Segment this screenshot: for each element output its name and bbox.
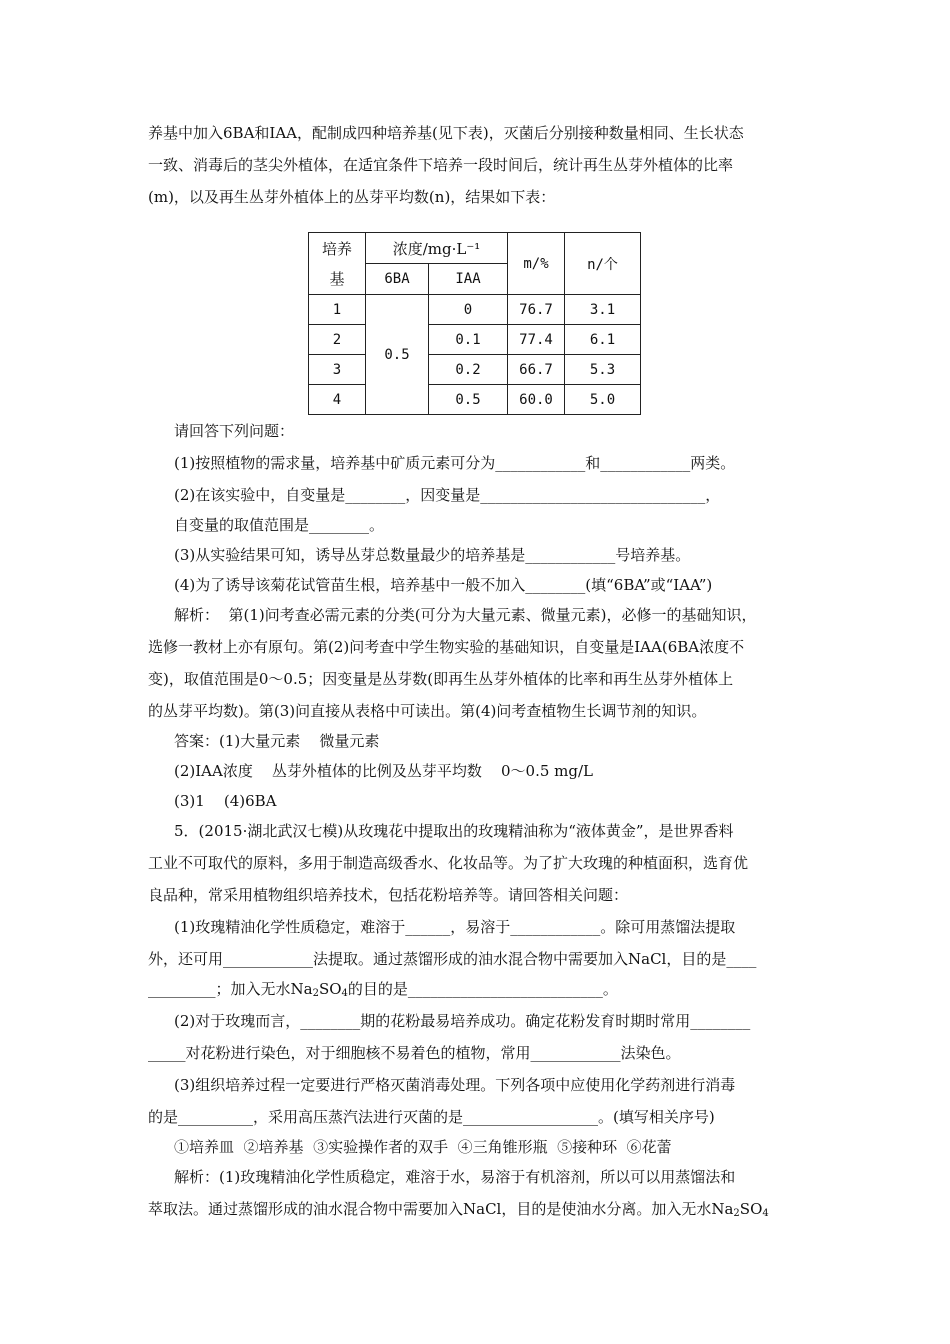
answer-line-3: (3)1 (4)6BA	[174, 792, 277, 810]
problem5-q2-line-2: _____对花粉进行染色，对于细胞核不易着色的植物，常用____________法染色。	[148, 1044, 681, 1062]
row-1-n: 3.1	[565, 295, 641, 325]
question-prompt: 请回答下列问题：	[174, 422, 295, 440]
intro-line-3: (m)，以及再生丛芽外植体上的丛芽平均数(n)，结果如下表：	[148, 188, 556, 206]
row-1-iaa: 0	[429, 295, 508, 325]
header-m: m/%	[508, 233, 565, 295]
explanation-line-4: 的丛芽平均数)。第(3)问直接从表格中可读出。第(4)问考查植物生长调节剂的知识。	[148, 702, 707, 720]
explanation-line-2: 选修一教材上亦有原句。第(2)问考查中学生物实验的基础知识，自变量是IAA(6BA浓度不	[148, 638, 745, 656]
problem5-q3-line-2: 的是__________，采用高压蒸汽法进行灭菌的是__________________。(填写相关序号)	[148, 1108, 715, 1126]
problem5-q1-line-2: 外，还可用____________法提取。通过蒸馏形成的油水混合物中需要加入NaCl，目的是____	[148, 950, 757, 968]
row-3-iaa: 0.2	[429, 355, 508, 385]
problem5-line-1: 5．(2015·湖北武汉七模)从玫瑰花中提取出的玫瑰精油称为“液体黄金”，是世界香料	[174, 822, 734, 840]
intro-line-1: 养基中加入6BA和IAA，配制成四种培养基(见下表)，灭菌后分别接种数量相同、生长状态	[148, 124, 744, 142]
row-4-id: 4	[309, 385, 366, 415]
row-4-m: 60.0	[508, 385, 565, 415]
header-6ba: 6BA	[366, 264, 429, 295]
problem5-q2-line-1: (2)对于玫瑰而言，________期的花粉最易培养成功。确定花粉发育时期时常用________	[174, 1012, 751, 1030]
problem5-line-2: 工业不可取代的原料，多用于制造高级香水、化妆品等。为了扩大玫瑰的种植面积，选育优	[148, 854, 749, 872]
question-2a: (2)在该实验中，自变量是________，因变量是______________________________，	[174, 486, 721, 504]
row-1-id: 1	[309, 295, 366, 325]
row-2-iaa: 0.1	[429, 325, 508, 355]
row-2-m: 77.4	[508, 325, 565, 355]
question-3: (3)从实验结果可知，诱导丛芽总数量最少的培养基是____________号培养基。	[174, 546, 691, 564]
header-concentration: 浓度/mg·L⁻¹	[366, 233, 508, 264]
answer-line-2: (2)IAA浓度 丛芽外植体的比例及丛芽平均数 0～0.5 mg/L	[174, 762, 593, 780]
problem5-explanation-line-1: 解析：(1)玫瑰精油化学性质稳定，难溶于水，易溶于有机溶剂，所以可以用蒸馏法和	[174, 1168, 736, 1186]
question-2b: 自变量的取值范围是________。	[174, 516, 385, 534]
ba-value: 0.5	[366, 295, 429, 415]
answer-line-1: 答案：(1)大量元素 微量元素	[174, 732, 380, 750]
results-table	[308, 232, 641, 415]
problem5-q1-line-3: _________；加入无水$Na_2SO_4$的目的是__________________________。	[148, 980, 618, 999]
header-medium: 培养基	[309, 233, 366, 295]
question-1: (1)按照植物的需求量，培养基中矿质元素可分为____________和____________两类。	[174, 454, 736, 472]
row-3-id: 3	[309, 355, 366, 385]
row-3-n: 5.3	[565, 355, 641, 385]
row-4-iaa: 0.5	[429, 385, 508, 415]
problem5-line-3: 良品种，常采用植物组织培养技术，包括花粉培养等。请回答相关问题：	[148, 886, 629, 904]
row-2-n: 6.1	[565, 325, 641, 355]
problem5-explanation-line-2: 萃取法。通过蒸馏形成的油水混合物中需要加入NaCl，目的是使油水分离。加入无水$Na_2SO_4$	[148, 1200, 769, 1219]
problem5-options: ①培养皿 ②培养基 ③实验操作者的双手 ④三角锥形瓶 ⑤接种环 ⑥花蕾	[174, 1138, 672, 1156]
problem5-q3-line-1: (3)组织培养过程一定要进行严格灭菌消毒处理。下列各项中应使用化学药剂进行消毒	[174, 1076, 736, 1094]
question-4: (4)为了诱导该菊花试管苗生根，培养基中一般不加入________(填“6BA”或“IAA”)	[174, 576, 713, 594]
row-4-n: 5.0	[565, 385, 641, 415]
explanation-line-3: 变)，取值范围是0～0.5；因变量是丛芽数(即再生丛芽外植体的比率和再生丛芽外植体上	[148, 670, 734, 688]
problem5-q1-line-1: (1)玫瑰精油化学性质稳定，难溶于______，易溶于____________。除可用蒸馏法提取	[174, 918, 736, 936]
row-1-m: 76.7	[508, 295, 565, 325]
row-3-m: 66.7	[508, 355, 565, 385]
explanation-line-1: 解析： 第(1)问考查必需元素的分类(可分为大量元素、微量元素)，必修一的基础知识，	[174, 606, 757, 624]
intro-line-2: 一致、消毒后的茎尖外植体，在适宜条件下培养一段时间后，统计再生丛芽外植体的比率	[148, 156, 734, 174]
row-2-id: 2	[309, 325, 366, 355]
header-iaa: IAA	[429, 264, 508, 295]
header-n: n/个	[565, 233, 641, 295]
